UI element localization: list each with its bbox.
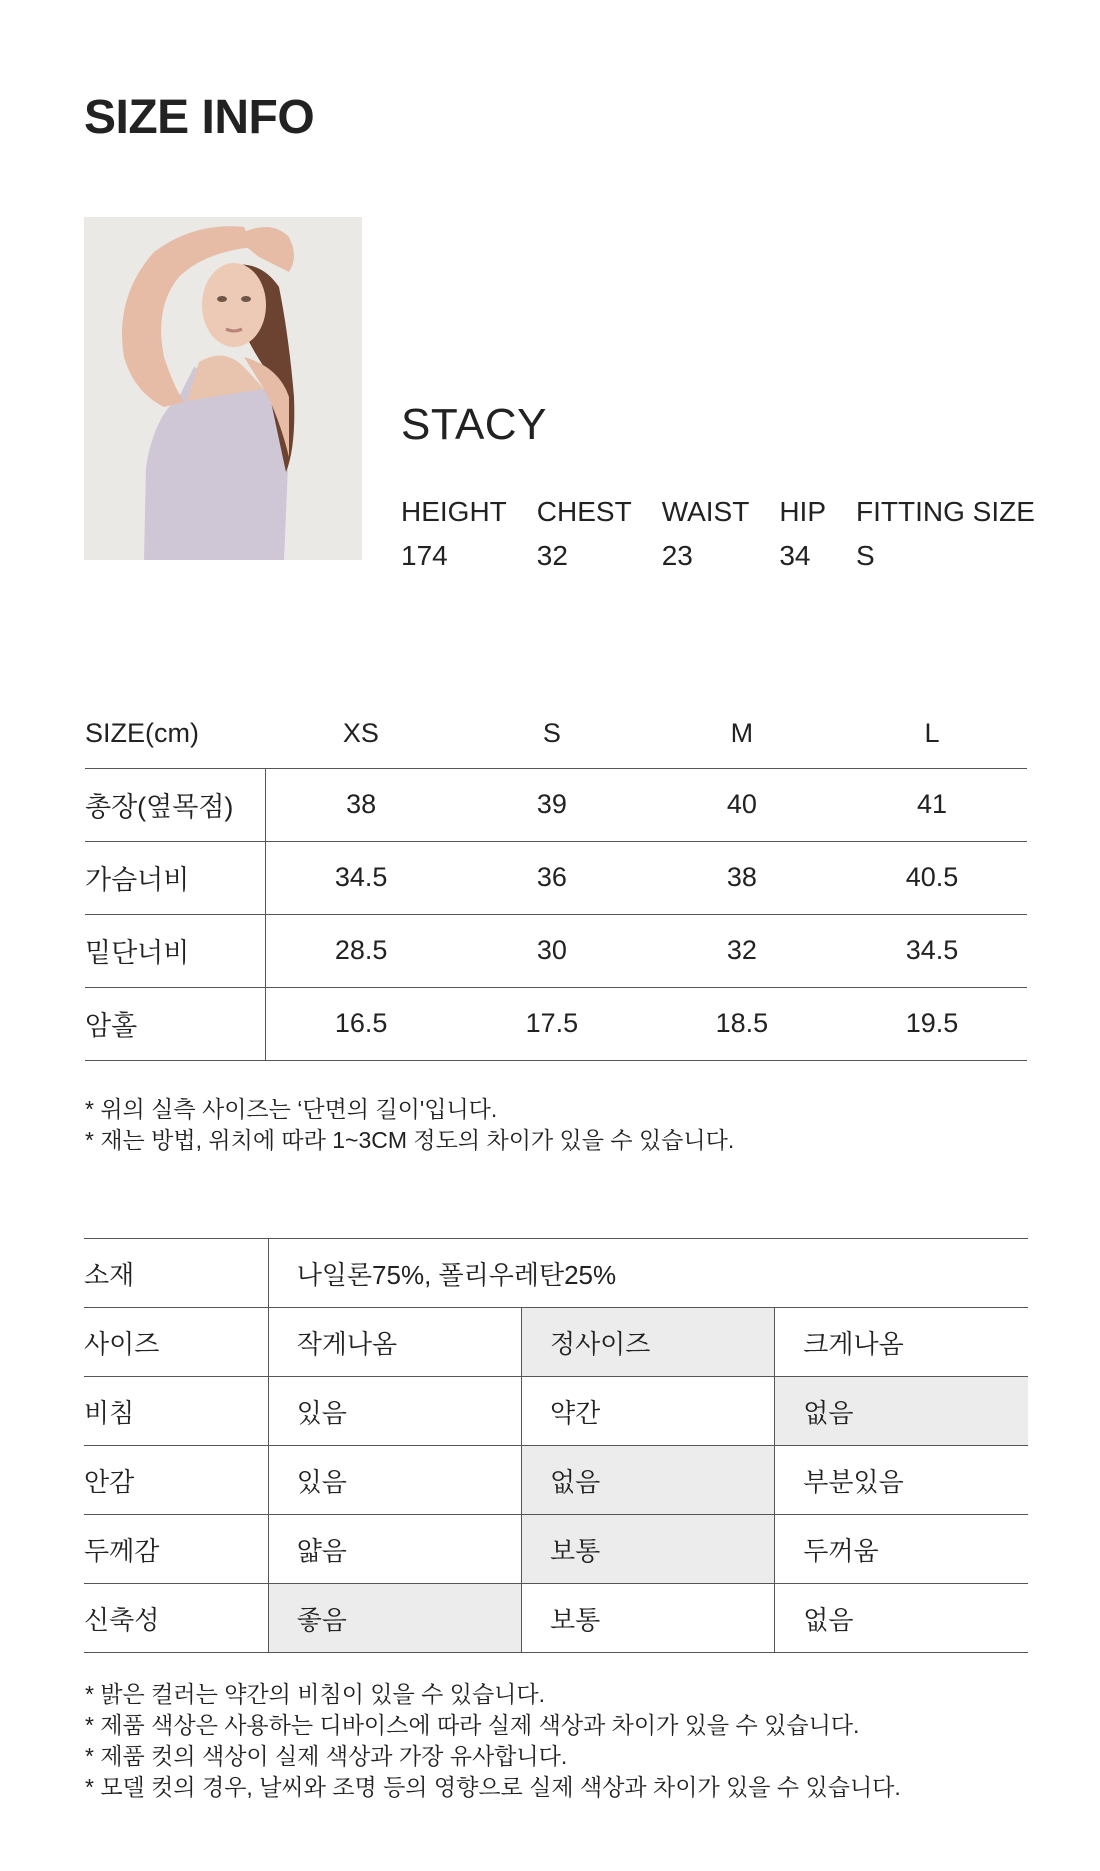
model-photo: [84, 217, 362, 560]
fabric-option: 있음: [268, 1377, 521, 1446]
model-name: STACY: [401, 400, 547, 449]
fabric-label: 비침: [84, 1397, 135, 1428]
fabric-option: 정사이즈: [521, 1308, 774, 1377]
measure-value: 41: [837, 768, 1027, 841]
material-row: [84, 1239, 1028, 1308]
measure-value: 34.5: [265, 841, 457, 914]
stat-label: WAIST: [661, 496, 750, 527]
measure-value: 18.5: [647, 987, 837, 1060]
table-row: [84, 1584, 1028, 1653]
fabric-option: 없음: [775, 1377, 1028, 1446]
measure-value: 17.5: [457, 987, 647, 1060]
table-row: [85, 987, 1027, 1060]
fabric-option: 없음: [775, 1584, 1028, 1653]
model-stats: [401, 490, 1035, 578]
stat-value: 23: [661, 540, 693, 571]
stat-label: CHEST: [536, 496, 632, 527]
stat-value: 34: [779, 540, 811, 571]
table-row: [85, 768, 1027, 841]
stat-value: 174: [401, 540, 448, 571]
fabric-option: 좋음: [268, 1584, 521, 1653]
table-row: [84, 1446, 1028, 1515]
measure-value: 19.5: [837, 987, 1027, 1060]
table-row: [85, 914, 1027, 987]
fabric-table: [84, 1238, 1028, 1653]
note-line: * 제품 색상은 사용하는 디바이스에 따라 실제 색상과 차이가 있을 수 있습니다.: [85, 1712, 860, 1738]
size-notes: [85, 1094, 734, 1156]
note-line: * 모델 컷의 경우, 날씨와 조명 등의 영향으로 실제 색상과 차이가 있을 수 있습니다.: [85, 1774, 901, 1800]
size-header-cell: L: [837, 700, 1027, 768]
size-table: [85, 700, 1027, 1061]
material-value: 나일론75%, 폴리우레탄25%: [268, 1239, 1028, 1308]
fabric-label: 소재: [84, 1259, 135, 1290]
size-table-header: [85, 700, 1027, 768]
measure-value: 39: [457, 768, 647, 841]
measure-value: 32: [647, 914, 837, 987]
note-line: * 위의 실측 사이즈는 ‘단면의 길이'입니다.: [85, 1096, 498, 1122]
table-row: [84, 1308, 1028, 1377]
fabric-option: 보통: [521, 1515, 774, 1584]
measure-value: 38: [265, 768, 457, 841]
stat-hip: [779, 490, 826, 578]
size-header-cell: M: [647, 700, 837, 768]
stat-label: HIP: [779, 496, 826, 527]
fabric-notes: [85, 1679, 901, 1803]
size-header-cell: SIZE(cm): [85, 700, 265, 768]
stat-label: HEIGHT: [401, 496, 507, 527]
size-header-cell: XS: [265, 700, 457, 768]
fabric-option: 없음: [521, 1446, 774, 1515]
size-header-cell: S: [457, 700, 647, 768]
stat-label: FITTING SIZE: [856, 496, 1035, 527]
note-line: * 밝은 컬러는 약간의 비침이 있을 수 있습니다.: [85, 1681, 545, 1707]
fabric-option: 얇음: [268, 1515, 521, 1584]
table-row: [84, 1377, 1028, 1446]
table-row: [84, 1515, 1028, 1584]
measure-value: 30: [457, 914, 647, 987]
fabric-option: 있음: [268, 1446, 521, 1515]
measure-label: 가슴너비: [85, 841, 265, 914]
fabric-label: 신축성: [84, 1604, 160, 1635]
measure-value: 34.5: [837, 914, 1027, 987]
page-title: SIZE INFO: [84, 91, 315, 144]
fabric-option: 보통: [521, 1584, 774, 1653]
measure-value: 40: [647, 768, 837, 841]
fabric-label: 두께감: [84, 1535, 160, 1566]
fabric-label: 안감: [84, 1466, 135, 1497]
measure-value: 28.5: [265, 914, 457, 987]
measure-value: 16.5: [265, 987, 457, 1060]
stat-value: S: [856, 540, 875, 571]
stat-height: [401, 490, 507, 578]
fabric-option: 약간: [521, 1377, 774, 1446]
stat-waist: [662, 490, 750, 578]
fabric-label: 사이즈: [84, 1328, 160, 1359]
measure-label: 암홀: [85, 987, 265, 1060]
measure-value: 40.5: [837, 841, 1027, 914]
table-row: [85, 841, 1027, 914]
fabric-option: 부분있음: [775, 1446, 1028, 1515]
fabric-option: 크게나옴: [775, 1308, 1028, 1377]
stat-value: 32: [536, 540, 568, 571]
stat-chest: [537, 490, 632, 578]
stat-fitting-size: [856, 490, 1035, 578]
fabric-option: 두꺼움: [775, 1515, 1028, 1584]
measure-value: 36: [457, 841, 647, 914]
note-line: * 제품 컷의 색상이 실제 색상과 가장 유사합니다.: [85, 1743, 568, 1769]
measure-value: 38: [647, 841, 837, 914]
fabric-option: 작게나옴: [268, 1308, 521, 1377]
measure-label: 총장(옆목점): [85, 768, 265, 841]
measure-label: 밑단너비: [85, 914, 265, 987]
note-line: * 재는 방법, 위치에 따라 1~3CM 정도의 차이가 있을 수 있습니다.: [85, 1127, 735, 1153]
